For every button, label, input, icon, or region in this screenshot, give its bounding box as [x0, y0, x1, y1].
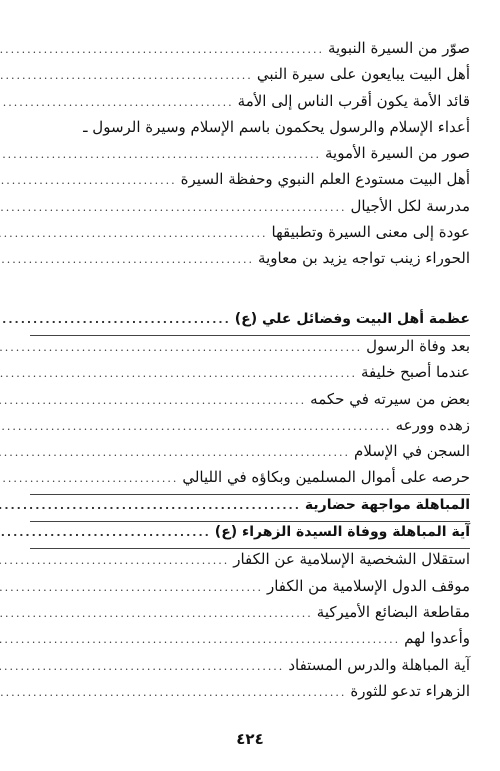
leader-dots	[0, 551, 229, 571]
toc-entry-title: الزهراء تدعو للثورة	[350, 681, 470, 700]
leader-dots	[0, 171, 177, 191]
toc-entry	[30, 169, 470, 195]
toc-entry-title: مقاطعة البضائع الأميركية	[316, 602, 470, 621]
leader-dots	[0, 250, 254, 270]
toc-entry	[30, 576, 470, 602]
toc-entry	[30, 64, 470, 90]
toc-entry	[30, 38, 470, 64]
leader-dots	[0, 66, 253, 86]
leader-dots	[0, 338, 362, 358]
leader-dots	[0, 93, 234, 113]
toc-entry-title: استقلال الشخصية الإسلامية عن الكفار	[233, 550, 470, 569]
chapter-title: آية المباهلة ووفاة السيدة الزهراء (ع)	[214, 524, 470, 541]
toc-entry-title: عودة إلى معنى السيرة وتطبيقها	[271, 223, 470, 242]
toc-entry-title: وأعدوا لهم	[404, 629, 470, 648]
leader-dots	[0, 310, 231, 330]
chapter-heading	[30, 309, 470, 336]
leader-dots	[0, 523, 211, 543]
leader-dots	[0, 496, 301, 516]
toc-entry-title: مدرسة لكل الأجيال	[350, 196, 470, 215]
chapter-title: عظمة أهل البيت وفضائل علي (ع)	[234, 310, 470, 327]
section-gap	[30, 275, 470, 309]
chapter-heading	[30, 522, 470, 549]
toc-entry-title: قائد الأمة يكون أقرب الناس إلى الأمة	[237, 91, 470, 110]
table-of-contents	[30, 38, 470, 707]
toc-entry-title: الحوراء زينب تواجه يزيد بن معاوية	[258, 249, 470, 268]
toc-entry	[30, 389, 470, 415]
toc-entry	[30, 222, 470, 248]
leader-dots	[0, 683, 346, 703]
leader-dots	[0, 145, 321, 165]
toc-entry-title: عندما أصبح خليفة	[361, 363, 470, 382]
toc-entry-title: موقف الدول الإسلامية من الكفار	[266, 576, 470, 595]
toc-entry	[30, 91, 470, 117]
toc-entry	[30, 441, 470, 467]
toc-section-3	[30, 549, 470, 707]
leader-dots	[0, 40, 324, 60]
leader-dots	[0, 578, 263, 598]
leader-dots	[0, 604, 313, 624]
leader-dots	[0, 198, 346, 218]
toc-entry-title: أعداء الإسلام والرسول يحكمون باسم الإسلام وسيرة الرسول ـ	[83, 117, 470, 136]
toc-entry-title: أهل البيت مستودع العلم النبوي وحفظة السيرة	[180, 170, 470, 189]
chapter-title: المباهلة مواجهة حضارية	[304, 496, 470, 513]
toc-entry	[30, 602, 470, 628]
toc-entry-title: حرصه على أموال المسلمين وبكاؤه في الليالي	[182, 468, 470, 487]
toc-entry	[30, 143, 470, 169]
leader-dots	[0, 657, 284, 677]
leader-dots	[0, 630, 400, 650]
toc-entry	[30, 415, 470, 441]
leader-dots	[0, 224, 268, 244]
toc-entry	[30, 117, 470, 143]
page-number: ٤٢٤	[236, 730, 264, 748]
toc-entry	[30, 628, 470, 654]
toc-entry	[30, 655, 470, 681]
toc-entry	[30, 248, 470, 274]
toc-entry-title: أهل البيت يبايعون على سيرة النبي	[256, 65, 470, 84]
leader-dots	[0, 469, 178, 489]
leader-dots	[0, 391, 306, 411]
toc-entry-title: السجن في الإسلام	[354, 442, 470, 461]
toc-entry-title: بعد وفاة الرسول	[366, 336, 470, 355]
toc-entry-title: صور من السيرة الأموية	[325, 144, 470, 163]
toc-entry	[30, 336, 470, 362]
chapter-heading	[30, 495, 470, 522]
toc-entry	[30, 467, 470, 494]
leader-dots	[0, 443, 350, 463]
toc-entry	[30, 681, 470, 707]
toc-section-2	[30, 336, 470, 495]
toc-section-1	[30, 38, 470, 275]
toc-entry	[30, 196, 470, 222]
toc-entry-title: صوّر من السيرة النبوية	[327, 39, 470, 57]
leader-dots	[0, 364, 357, 384]
toc-entry-title: آية المباهلة والدرس المستفاد	[288, 655, 470, 674]
toc-entry	[30, 362, 470, 388]
toc-entry-title: بعض من سيرته في حكمه	[310, 389, 470, 408]
leader-dots	[0, 417, 392, 437]
toc-entry-title: زهده وورعه	[395, 415, 470, 434]
toc-entry	[30, 549, 470, 575]
